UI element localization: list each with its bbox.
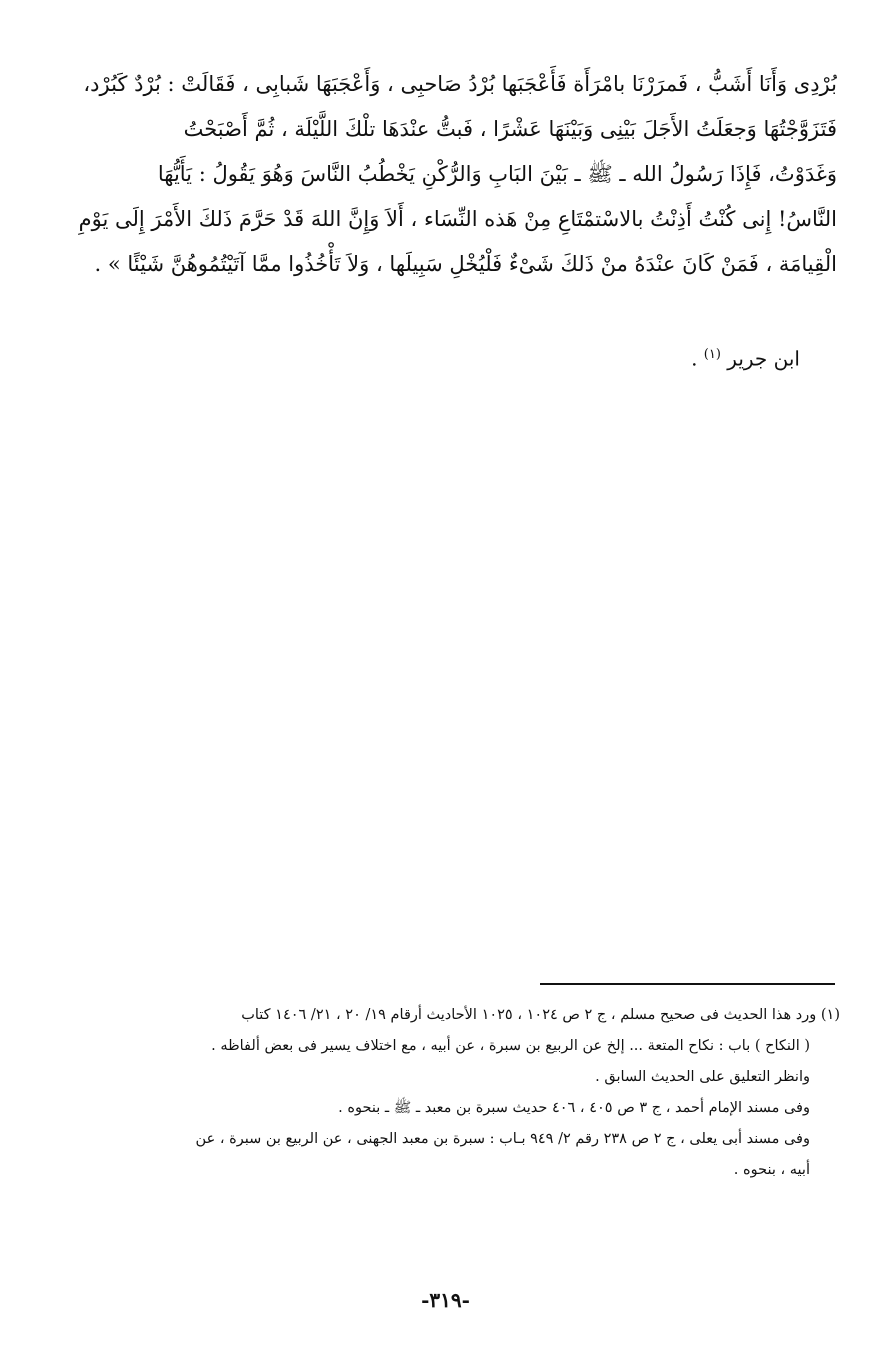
footnote-line: (١) ورد هذا الحديث فى صحيح مسلم ، ج ٢ ص ١٠٢٤ ، ١٠٢٥ الأحاديث أرقام ١٩/ ٢٠ ، ٢١/ ١٤٠٦ كتاب	[241, 1007, 840, 1023]
hadith-line: الْقِيامَة ، فَمَنْ كَانَ عنْدَهُ منْ ذَلكَ شَىْءٌ فَلْيُخْلِ سَبِيلَها ، وَلاَ تَأْخُذُوا ممَّا آتَيْتُمُوهُنَّ شَيْئًا » .	[94, 252, 837, 276]
hadith-text	[62, 62, 837, 287]
hadith-line: فَتَزَوَّجْتُهَا وَجعَلَتُ الأَجَلَ بَيْنِى وَبَيْنَهَا عَشْرًا ، فَبتُّ عنْدَهَا تلْكَ اللَّيْلَة ، ثُمَّ أَصْبَحْتُ	[183, 117, 837, 141]
hadith-line: النَّاسُ! إِنى كُنْتُ أَذِنْتُ بالاسْتمْتَاعِ مِنْ هَذه النِّسَاء ، أَلاَ وَإِنَّ اللهَ قَدْ حَرَّمَ ذَلكَ الأَمْرَ إِلَى يَوْمِ	[78, 207, 837, 231]
footnote-line: أبيه ، بنحوه .	[733, 1162, 810, 1178]
source-name: ابن جرير	[727, 346, 800, 371]
footnote-reference: (١)	[703, 347, 721, 362]
footnote-separator	[540, 983, 835, 985]
footnote-line: وفى مسند الإمام أحمد ، ج ٣ ص ٤٠٥ ، ٤٠٦ حديث سبرة بن معبد ـ ﷺ ـ بنحوه .	[338, 1100, 810, 1116]
footnote-line: وفى مسند أبى يعلى ، ج ٢ ص ٢٣٨ رقم ٢/ ٩٤٩ بـاب : سبرة بن معبد الجهنى ، عن الربيع بن سبرة ، عن	[195, 1131, 810, 1147]
page-number: -٣١٩-	[421, 1288, 470, 1312]
footnote-line: وانظر التعليق على الحديث السابق .	[595, 1069, 810, 1085]
hadith-line: وَغَدَوْتُ، فَإِذَا رَسُولُ الله ـ ﷺ ـ بَيْنَ البَابِ وَالرُّكْنِ يَخْطُبُ النَّاسَ وَهُوَ يَقُولُ : يَأَيُّهَا	[157, 162, 837, 186]
footnote-line: ( النكاح ) باب : نكاح المتعة ... إلخ عن الربيع بن سبرة ، عن أبيه ، مع اختلاف يسير فى بعض ألفاظه .	[211, 1038, 810, 1054]
hadith-line: بُرْدِى وَأَنَا أَشَبُّ ، فَمرَرْنَا بامْرَأَة فَأَعْجَبَها بُرْدُ صَاحبِى ، وَأَعْجَبَهَا شَبابِى ، فَقَالَتْ : بُرْدٌ كَبُرْد،	[83, 72, 837, 96]
footnotes	[62, 1000, 840, 1186]
attribution-end: .	[691, 346, 698, 371]
source-attribution	[300, 338, 800, 376]
